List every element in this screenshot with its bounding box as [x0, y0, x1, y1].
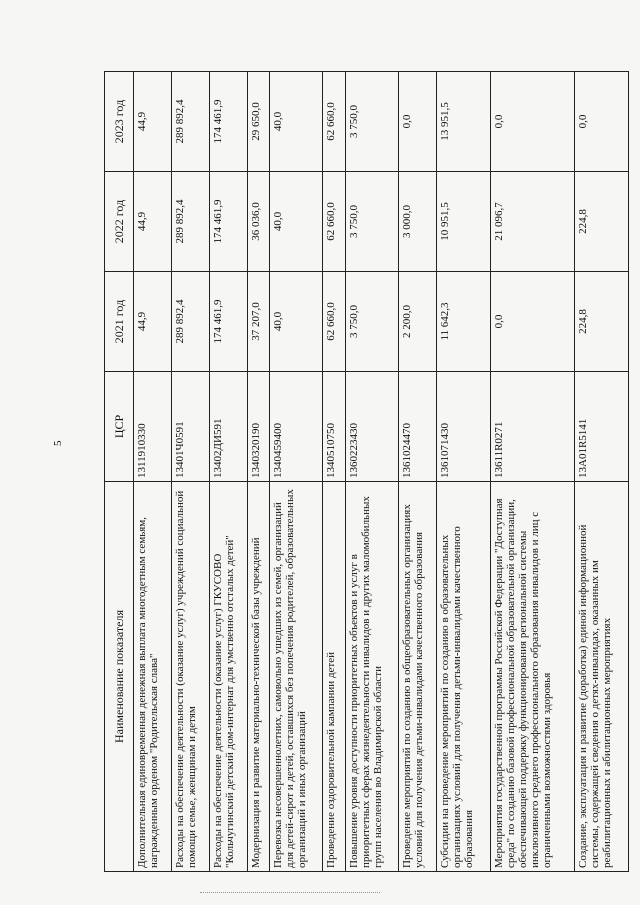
row-2023: 0,0 [575, 72, 629, 172]
row-2021: 2 200,0 [399, 272, 437, 372]
table-row [209, 72, 247, 872]
row-csr: 1340510750 [323, 372, 345, 482]
row-csr: 1311910330 [134, 372, 172, 482]
row-name: Расходы на обеспечение деятельности (оказание услуг) учреждений социальной помощи семье, женщинам и детям [171, 482, 209, 872]
row-name: Модернизация и развитие материально-технической базы учреждений [247, 482, 269, 872]
row-2021: 37 207,0 [247, 272, 269, 372]
table-row [399, 72, 437, 872]
table-row [269, 72, 323, 872]
header-name: Наименование показателя [105, 482, 134, 872]
row-csr: 1360223430 [345, 372, 399, 482]
row-2022: 21 096,7 [490, 172, 575, 272]
row-2022: 10 951,5 [437, 172, 491, 272]
row-2022: 3 000,0 [399, 172, 437, 272]
row-2022: 174 461,9 [209, 172, 247, 272]
row-2022: 44,9 [134, 172, 172, 272]
row-2023: 289 892,4 [171, 72, 209, 172]
row-2023: 174 461,9 [209, 72, 247, 172]
row-2021: 289 892,4 [171, 272, 209, 372]
row-2021: 224,8 [575, 272, 629, 372]
row-2023: 29 650,0 [247, 72, 269, 172]
table-row [134, 72, 172, 872]
row-name: Перевозка несовершеннолетних, самовольно ушедших из семей, организаций для детей-сирот и детей, оставшихся без попечения родителей, образовательных организаций и иных организаций [269, 482, 323, 872]
row-2022: 289 892,4 [171, 172, 209, 272]
row-2021: 3 750,0 [345, 272, 399, 372]
row-csr: 13А01R5141 [575, 372, 629, 482]
row-2021: 62 660,0 [323, 272, 345, 372]
table-row [575, 72, 629, 872]
row-2023: 40,0 [269, 72, 323, 172]
rotated-table-container [104, 72, 629, 872]
header-csr: ЦСР [105, 372, 134, 482]
row-2021: 0,0 [490, 272, 575, 372]
row-name: Проведение оздоровительной кампании детей [323, 482, 345, 872]
row-name: Субсидии на проведение мероприятий по созданию в образовательных организациях условий для получения детьми-инвалидами качественного образования [437, 482, 491, 872]
row-2022: 40,0 [269, 172, 323, 272]
row-csr: 1361024470 [399, 372, 437, 482]
indicators-table [104, 71, 629, 872]
row-name: Мероприятия государственной программы Российской Федерации "Доступная среда" по созданию базовой профессиональной образовательной организации, обеспечивающей поддержку функционирования региональной системы инклюзивного среднего профессионального образования инвалидов и лиц с ограниченными возможностями здоровья [490, 482, 575, 872]
header-2021: 2021 год [105, 272, 134, 372]
row-name: Создание, эксплуатация и развитие (доработка) единой информационной системы, содержащей сведения о детях-инвалидах, оказанных им реабилитационных и абилитационных мероприятиях [575, 482, 629, 872]
table-row [247, 72, 269, 872]
page-number: 5 [52, 440, 64, 446]
table-row [490, 72, 575, 872]
scan-artifact-line [200, 892, 380, 894]
table-row [171, 72, 209, 872]
row-csr: 13402ДИ591 [209, 372, 247, 482]
table-row [323, 72, 345, 872]
row-2021: 11 642,3 [437, 272, 491, 372]
row-csr: 13611R0271 [490, 372, 575, 482]
row-2023: 62 660,0 [323, 72, 345, 172]
row-csr: 1340459400 [269, 372, 323, 482]
table-header-row [105, 72, 134, 872]
row-2022: 36 036,0 [247, 172, 269, 272]
table-row [437, 72, 491, 872]
row-name: Повышение уровня доступности приоритетных объектов и услуг в приоритетных сферах жизнедеятельности инвалидов и других маломобильных групп населения во Владимирской области [345, 482, 399, 872]
row-2022: 3 750,0 [345, 172, 399, 272]
row-name: Проведение мероприятий по созданию в общеобразовательных организациях условий для получения детьми-инвалидами качественного образования [399, 482, 437, 872]
row-2022: 224,8 [575, 172, 629, 272]
row-csr: 13401Ч0591 [171, 372, 209, 482]
header-2022: 2022 год [105, 172, 134, 272]
row-csr: 1361071430 [437, 372, 491, 482]
row-name: Дополнительная единовременная денежная выплата многодетным семьям, награжденным орденом "Родительская слава" [134, 482, 172, 872]
row-2021: 40,0 [269, 272, 323, 372]
row-name: Расходы на обеспечение деятельности (оказание услуг) ГКУСОВО "Кольчугинский детский дом-интернат для умственно отсталых детей" [209, 482, 247, 872]
row-csr: 1340320190 [247, 372, 269, 482]
row-2023: 0,0 [399, 72, 437, 172]
row-2022: 62 660,0 [323, 172, 345, 272]
row-2021: 174 461,9 [209, 272, 247, 372]
row-2023: 0,0 [490, 72, 575, 172]
row-2023: 3 750,0 [345, 72, 399, 172]
row-2021: 44,9 [134, 272, 172, 372]
header-2023: 2023 год [105, 72, 134, 172]
row-2023: 44,9 [134, 72, 172, 172]
table-row [345, 72, 399, 872]
row-2023: 13 951,5 [437, 72, 491, 172]
